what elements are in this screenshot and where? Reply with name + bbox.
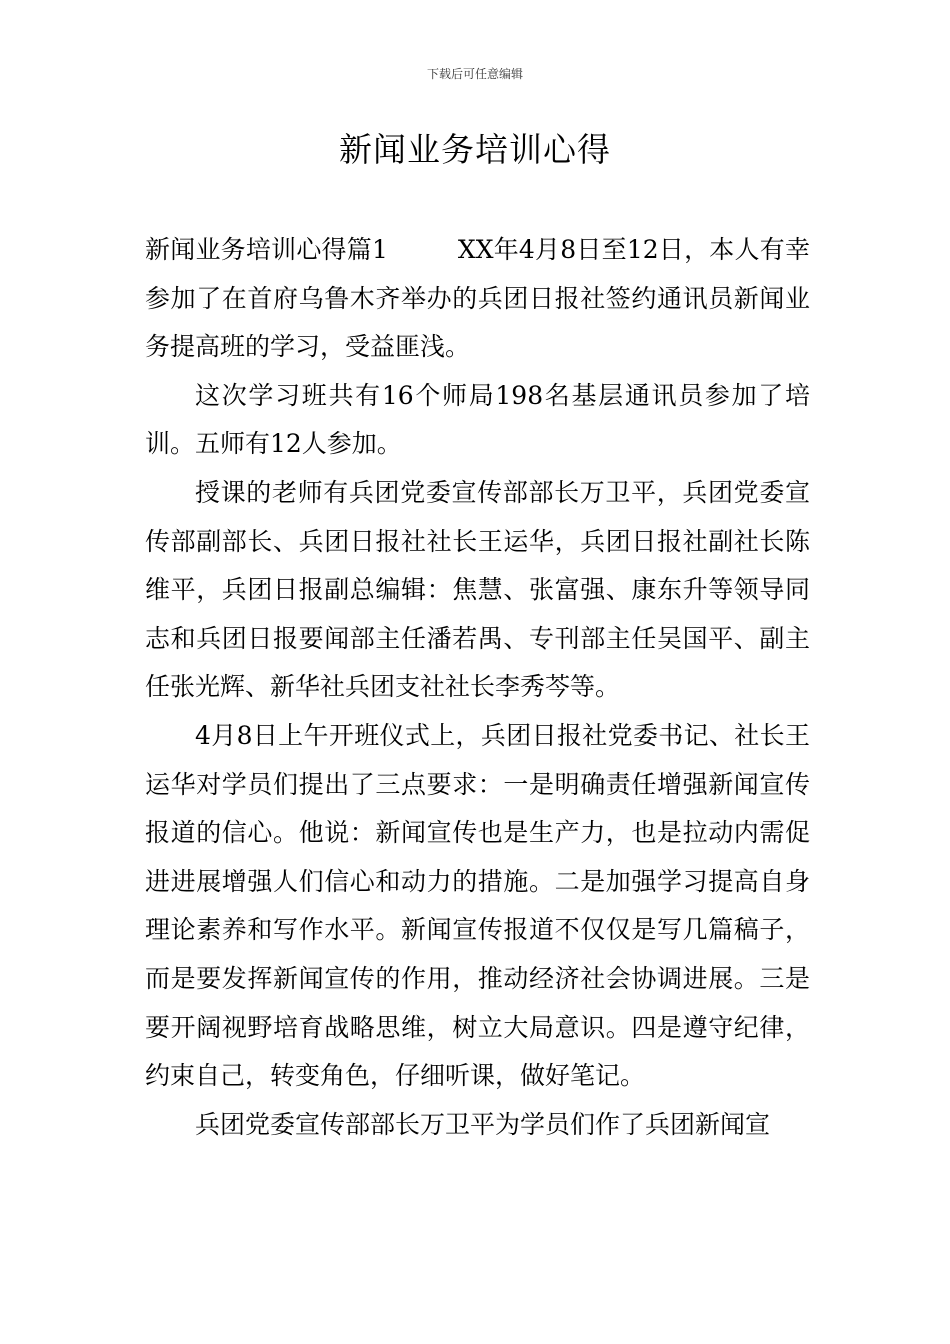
intro-paragraph xyxy=(145,226,810,372)
document-title: 新闻业务培训心得 xyxy=(339,130,611,169)
header-note: 下载后可任意编辑 xyxy=(426,67,523,81)
intro-lead: 新闻业务培训心得篇1 xyxy=(145,235,388,264)
body-paragraph: 授课的老师有兵团党委宣传部部长万卫平，兵团党委宣传部副部长、兵团日报社社长王运华，兵团日报社副社长陈维平，兵团日报副总编辑：焦慧、张富强、康东升等领导同志和兵团日报要闻部主任潘若禺、专刊部主任吴国平、副主任张光辉、新华社兵团支社社长李秀芩等。 xyxy=(145,477,810,702)
body-paragraph: 4月8日上午开班仪式上，兵团日报社党委书记、社长王运华对学员们提出了三点要求：一是明确责任增强新闻宣传报道的信心。他说：新闻宣传也是生产力，也是拉动内需促进进展增强人们信心和动力的措施。二是加强学习提高自身理论素养和写作水平。新闻宣传报道不仅仅是写几篇稿子，而是要发挥新闻宣传的作用，推动经济社会协调进展。三是要开阔视野培育战略思维，树立大局意识。四是遵守纪律，约束自己，转变角色，仔细听课，做好笔记。 xyxy=(145,720,810,1091)
document-body xyxy=(145,226,810,1149)
intro-text: XX年4月8日至12日，本人有幸参加了在首府乌鲁木齐举办的兵团日报社签约通讯员新闻业务提高班的学习，受益匪浅。 xyxy=(145,235,810,362)
body-paragraph: 这次学习班共有16个师局198名基层通讯员参加了培训。五师有12人参加。 xyxy=(145,380,810,459)
body-paragraph: 兵团党委宣传部部长万卫平为学员们作了兵团新闻宣 xyxy=(195,1109,771,1139)
